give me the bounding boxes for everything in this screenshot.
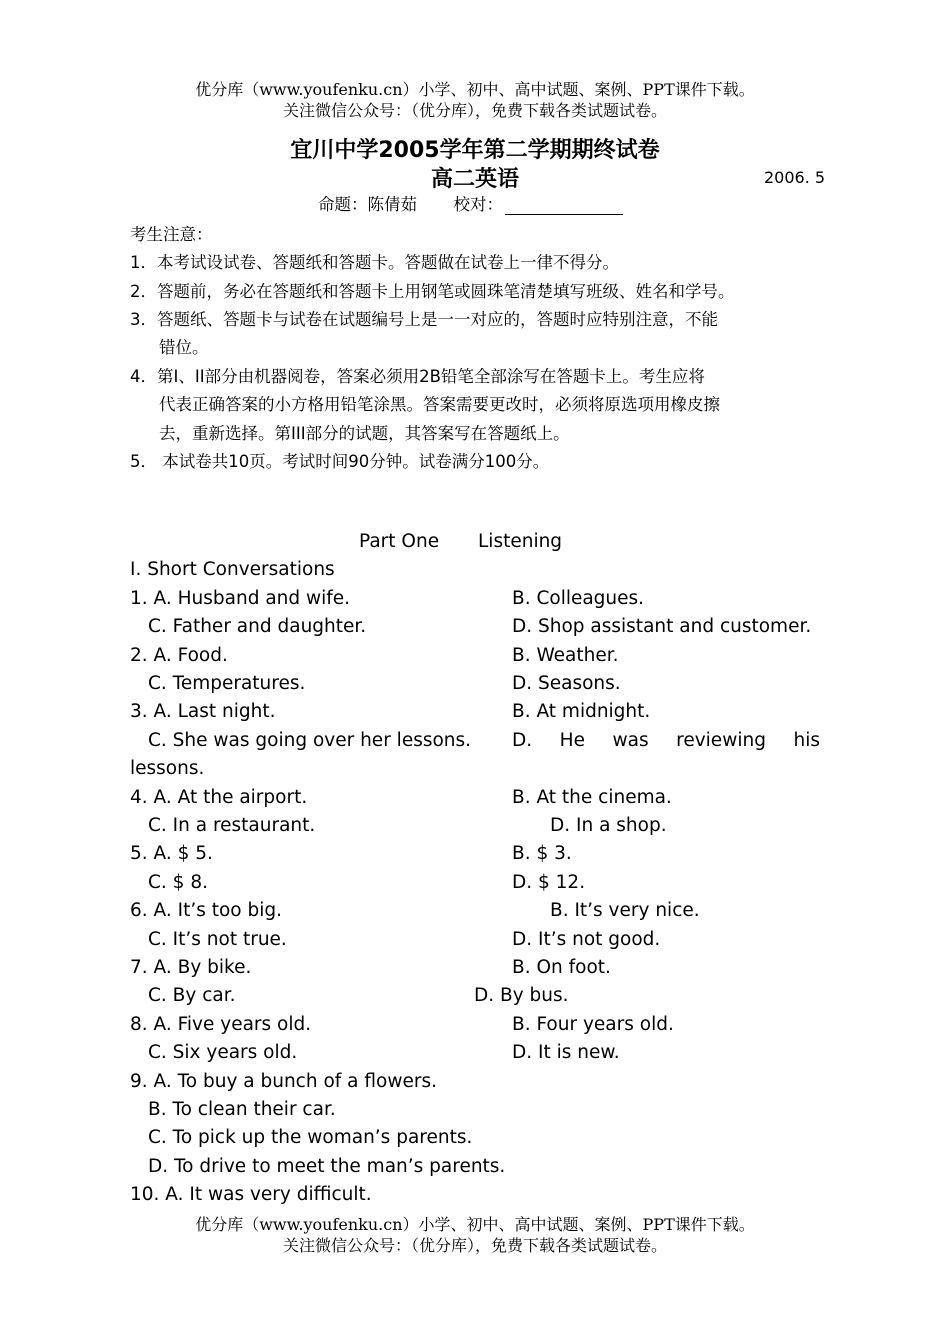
notice-item: 4．第I、II部分由机器阅卷，答案必须用2B铅笔全部涂写在答题卡上。考生应将 [130, 367, 705, 386]
footer-line-2: 关注微信公众号：（优分库），免费下载各类试题试卷。 [282, 1236, 667, 1255]
exam-subtitle: 高二英语 [430, 167, 519, 192]
part-name: Part One [359, 531, 440, 552]
q8-option-a: 8. A. Five years old. [130, 1014, 312, 1035]
notice-item: 2．答题前，务必在答题纸和答题卡上用钢笔或圆珠笔清楚填写班级、姓名和学号。 [130, 282, 735, 301]
notice-item: 1．本考试设试卷、答题纸和答题卡。答题做在试卷上一律不得分。 [130, 253, 619, 272]
exam-credits [318, 191, 623, 215]
q4-option-c: C. In a restaurant. [148, 815, 316, 836]
q2-option-a: 2. A. Food. [130, 645, 228, 666]
q5-option-a: 5. A. $ 5. [130, 843, 213, 864]
notice-item-cont: 去，重新选择。第III部分的试题，其答案写在答题纸上。 [159, 424, 570, 443]
q3-option-a: 3. A. Last night. [130, 701, 276, 722]
q6-option-a: 6. A. It’s too big. [130, 900, 283, 921]
part-title: Listening [478, 531, 563, 552]
q1-option-d: D. Shop assistant and customer. [512, 616, 812, 637]
q10-option-a: 10. A. It was very difficult. [130, 1184, 372, 1205]
q7-option-b: B. On foot. [512, 957, 611, 978]
notice-item: 3．答题纸、答题卡与试卷在试题编号上是一一对应的，答题时应特别注意，不能 [130, 310, 718, 329]
q6-option-d: D. It’s not good. [512, 929, 661, 950]
q2-option-c: C. Temperatures. [148, 673, 306, 694]
exam-date: 2006. 5 [764, 168, 826, 187]
footer-line-1: 优分库（www.youfenku.cn）小学、初中、高中试题、案例、PPT课件下载。 [195, 1215, 755, 1234]
q4-option-b: B. At the cinema. [512, 787, 672, 808]
q8-option-b: B. Four years old. [512, 1014, 674, 1035]
q9-option-c: C. To pick up the woman’s parents. [148, 1127, 473, 1148]
q2-option-b: B. Weather. [512, 645, 619, 666]
q3-option-d-cont: lessons. [130, 758, 205, 779]
q1-option-a: 1. A. Husband and wife. [130, 588, 351, 609]
q3-option-c: C. She was going over her lessons. [148, 730, 472, 751]
q7-option-c: C. By car. [148, 985, 236, 1006]
notice-item: 5． 本试卷共10页。考试时间90分钟。试卷满分100分。 [130, 452, 550, 471]
q9-option-d: D. To drive to meet the man’s parents. [148, 1156, 506, 1177]
q5-option-d: D. $ 12. [512, 872, 586, 893]
q9-option-b: B. To clean their car. [148, 1099, 336, 1120]
q7-option-a: 7. A. By bike. [130, 957, 252, 978]
section-title: I. Short Conversations [130, 559, 335, 580]
header-line-1: 优分库（www.youfenku.cn）小学、初中、高中试题、案例、PPT课件下载。 [195, 80, 755, 99]
q9-option-a: 9. A. To buy a bunch of a flowers. [130, 1071, 438, 1092]
exam-title: 宜川中学2005学年第二学期期终试卷 [290, 138, 660, 163]
q3-option-b: B. At midnight. [512, 701, 651, 722]
notice-heading: 考生注意： [130, 225, 213, 244]
q8-option-c: C. Six years old. [148, 1042, 298, 1063]
q2-option-d: D. Seasons. [512, 673, 621, 694]
q7-option-d: D. By bus. [474, 985, 569, 1006]
checker: 校对： [453, 195, 503, 214]
q5-option-b: B. $ 3. [512, 843, 572, 864]
checker-blank [505, 198, 623, 215]
q4-option-d: D. In a shop. [550, 815, 667, 836]
setter: 命题：陈倩茹 [318, 195, 417, 214]
q6-option-c: C. It’s not true. [148, 929, 287, 950]
notice-item-cont: 代表正确答案的小方格用铅笔涂黑。答案需要更改时，必须将原选项用橡皮擦 [159, 395, 720, 414]
q3-option-d: D. He was reviewing his [512, 730, 820, 751]
q1-option-c: C. Father and daughter. [148, 616, 367, 637]
q1-option-b: B. Colleagues. [512, 588, 645, 609]
notice-item-cont: 错位。 [159, 338, 209, 357]
q6-option-b: B. It’s very nice. [550, 900, 700, 921]
q8-option-d: D. It is new. [512, 1042, 620, 1063]
header-line-2: 关注微信公众号：（优分库），免费下载各类试题试卷。 [282, 101, 667, 120]
q4-option-a: 4. A. At the airport. [130, 787, 308, 808]
q5-option-c: C. $ 8. [148, 872, 208, 893]
